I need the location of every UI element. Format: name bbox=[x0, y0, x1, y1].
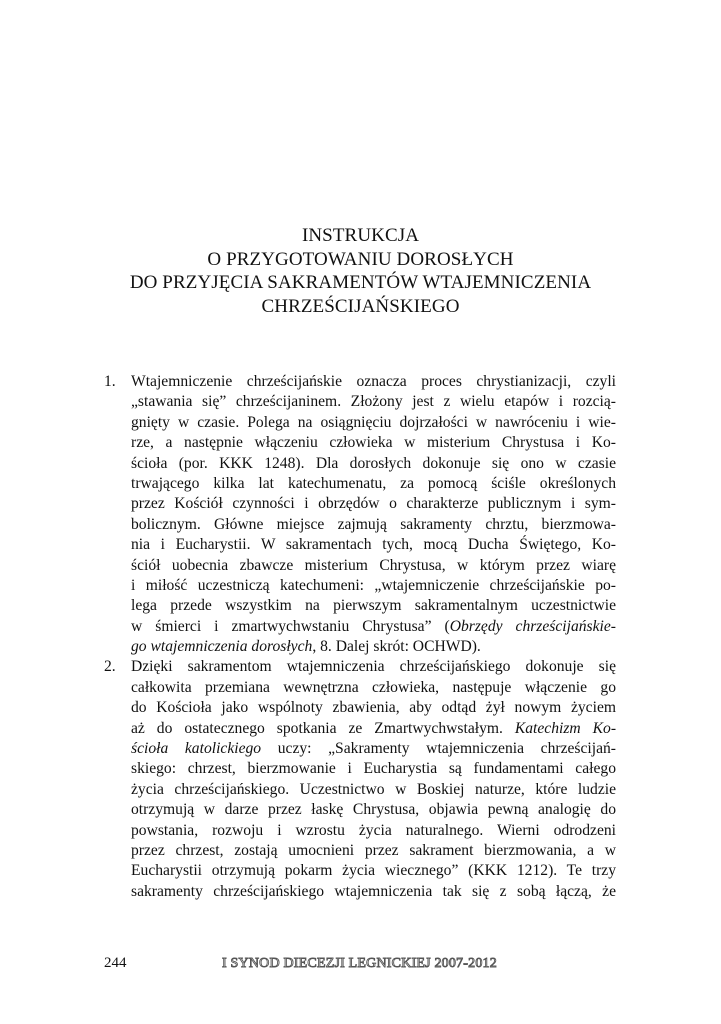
text-line: sakramenty chrześcijańskiego wtajemniczenia tak się z sobą łączą, że bbox=[131, 882, 616, 900]
text-run: , 8. Dalej skrót: OCHWD). bbox=[312, 638, 481, 656]
italic-run: ścioła katolickiego bbox=[131, 740, 262, 758]
text-line: trwającego kilka lat katechumenatu, za pomocą ściśle określonych bbox=[131, 474, 616, 492]
text-line: całkowita przemiana wewnętrzna człowieka, następuje włączenie go bbox=[131, 678, 616, 696]
text-line: skiego: chrzest, bierzmowanie i Eucharystia są fundamentami całego bbox=[131, 760, 616, 778]
text-line: Eucharystii otrzymują pokarm życia wiecznego” (KKK 1212). Te trzy bbox=[131, 862, 616, 880]
text-line: ściół uobecnia zbawcze misterium Chrystusa, w którym przez wiarę bbox=[131, 556, 616, 574]
text-line: gnięty w czasie. Polega na osiągnięciu dojrzałości w nawróceniu i wie- bbox=[131, 413, 616, 431]
text-line: powstania, rozwoju i wzrostu życia naturalnego. Wierni odrodzeni bbox=[131, 821, 616, 839]
text-run: w śmierci i zmartwychwstaniu Chrystusa” ( bbox=[131, 617, 450, 635]
document-title bbox=[80, 224, 641, 318]
text-line: przez Kościół czynności i obrzędów o charakterze publicznym i sym- bbox=[131, 495, 616, 513]
text-line: lega przede wszystkim na pierwszym sakramentalnym uczestnictwie bbox=[131, 597, 616, 615]
text-line: ścioła (por. KKK 1248). Dla dorosłych dokonuje się ono w czasie bbox=[131, 454, 616, 472]
italic-run: Obrzędy chrześcijańskie- bbox=[449, 617, 616, 635]
text-line bbox=[131, 719, 616, 739]
list-item-2 bbox=[104, 657, 616, 902]
running-title: I SYNOD DIECEZJI LEGNICKIEJ 2007-2012 bbox=[222, 956, 497, 971]
text-line bbox=[131, 637, 616, 657]
text-line: przez chrzest, zostają umocnieni przez sakrament bierzmowania, a w bbox=[131, 841, 616, 859]
text-line: rze, a następnie włączeniu człowieka w misterium Chrystusa i Ko- bbox=[131, 434, 616, 452]
page-number: 244 bbox=[104, 955, 127, 971]
text-line: życia chrześcijańskiego. Uczestnictwo w Boskiej naturze, które ludzie bbox=[131, 780, 616, 798]
text-line: nia i Eucharystii. W sakramentach tych, mocą Ducha Świętego, Ko- bbox=[131, 536, 616, 554]
italic-run: go wtajemniczenia dorosłych bbox=[131, 638, 313, 656]
text-line: otrzymują w darze przez łaskę Chrystusa, objawia pewną analogię do bbox=[131, 801, 616, 819]
text-line: bolicznym. Główne miejsce zajmują sakramenty chrztu, bierzmowa- bbox=[131, 515, 616, 533]
text-line: do Kościoła jako wspólnoty zbawienia, aby odtąd żył nowym życiem bbox=[131, 699, 616, 717]
text-line: i miłość uczestniczą katechumeni: „wtajemniczenie chrześcijańskie po- bbox=[131, 576, 616, 594]
item-number: 2. bbox=[104, 658, 116, 676]
title-line: INSTRUKCJA bbox=[301, 225, 420, 246]
title-line: CHRZEŚCIJAŃSKIEGO bbox=[261, 295, 460, 317]
text-line: Wtajemniczenie chrześcijańskie oznacza proces chrystianizacji, czyli bbox=[131, 373, 616, 390]
italic-run: Katechizm Ko- bbox=[514, 719, 616, 737]
text-line: „stawania się” chrześcijaninem. Złożony jest z wielu etapów i rozcią- bbox=[131, 393, 616, 411]
text-run: uczy: „Sakramenty wtajemniczenia chrześcijań- bbox=[261, 740, 616, 758]
title-line: DO PRZYJĘCIA SAKRAMENTÓW WTAJEMNICZENIA bbox=[129, 272, 592, 293]
title-line: O PRZYGOTOWANIU DOROSŁYCH bbox=[207, 248, 514, 270]
list-item-1 bbox=[104, 372, 616, 657]
item-number: 1. bbox=[104, 373, 116, 390]
text-run: aż do ostatecznego spotkania ze Zmartwychwstałym. bbox=[131, 719, 515, 737]
text-line bbox=[131, 617, 616, 637]
text-line bbox=[131, 739, 616, 759]
numbered-list bbox=[104, 372, 616, 902]
text-line: Dzięki sakramentom wtajemniczenia chrześcijańskiego dokonuje się bbox=[131, 658, 616, 676]
